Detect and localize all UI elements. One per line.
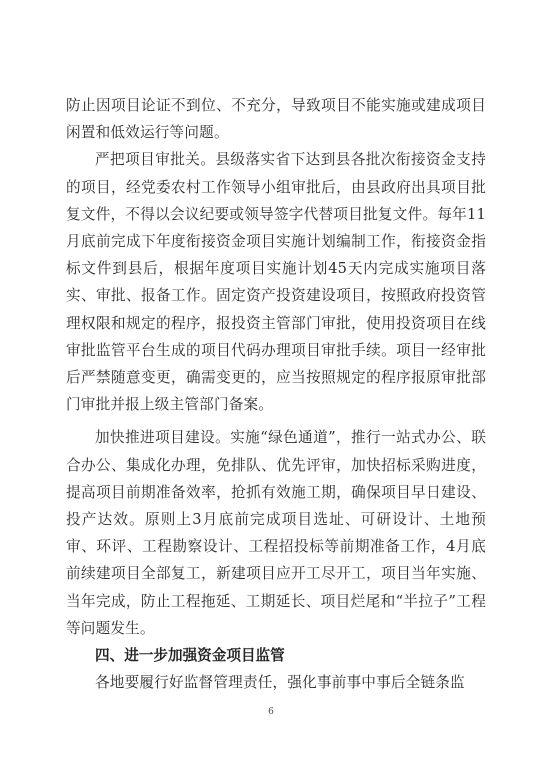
page-body — [66, 92, 486, 696]
paragraph-continued: 防止因项目论证不到位、不充分，导致项目不能实施或建成项目闲置和低效运行等问题。 — [66, 97, 486, 142]
paragraph-project-construction: 加快推进项目建设。实施“绿色通道”，推行一站式办公、联合办公、集成化办理，免排队、优先评审，加快招标采购进度，提高项目前期准备效率，抢抓有效施工期，确保项目早日建设、投产达效。原则上3月底前完成项目选址、可研设计、土地预审、环评、工程勘察设计、工程招投标等前期准备工作，4月底前续建项目全部复工，新建项目应开工尽开工，项目当年实施、当年完成，防止工程拖延、工期延长、项目烂尾和“半拉子”工程等问题发生。 — [66, 429, 486, 637]
page-number: 6 — [268, 707, 274, 717]
paragraph-supervision: 各地要履行好监督管理责任，强化事前事中事后全链条监 — [95, 674, 465, 692]
section-heading: 四、进一步加强资金项目监管 — [95, 647, 285, 665]
paragraph-project-approval: 严把项目审批关。县级落实省下达到县各批次衔接资金支持的项目，经党委农村工作领导小组审批后，由县政府出具项目批复文件，不得以会议纪要或领导签字代替项目批复文件。每年11月底前完成下年度衔接资金项目实施计划编制工作，衔接资金指标文件到县后，根据年度项目实施计划45天内完成实施项目落实、审批、报备工作。固定资产投资建设项目，按照政府投资管理权限和规定的程序，报投资主管部门审批，使用投资项目在线审批监管平台生成的项目代码办理项目审批手续。项目一经审批后严禁随意变更，确需变更的，应当按照规定的程序报原审批部门审批并报上级主管部门备案。 — [66, 151, 486, 414]
